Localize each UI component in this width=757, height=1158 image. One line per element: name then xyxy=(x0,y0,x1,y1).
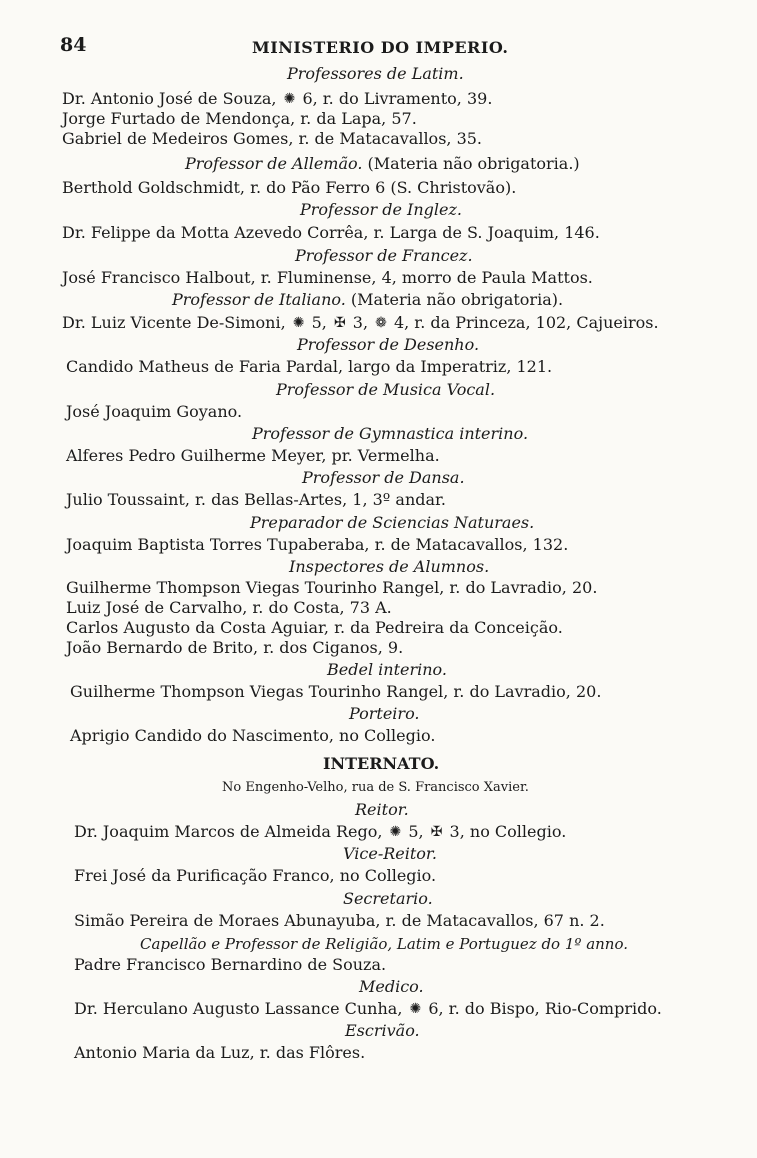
entry-tupaberaba: Joaquim Baptista Torres Tupaberaba, r. de Matacavallos, 132. xyxy=(66,535,569,554)
rose-insignia-icon: ❁ xyxy=(375,315,387,331)
entry-brito: João Bernardo de Brito, r. dos Ciganos, 9. xyxy=(66,638,404,657)
entry-rego xyxy=(74,822,566,842)
heading-latim: Professores de Latim. xyxy=(287,64,464,83)
entry-halbout: José Francisco Halbout, r. Fluminense, 4, morro de Paula Mattos. xyxy=(62,268,593,287)
heading-dansa: Professor de Dansa. xyxy=(302,468,465,487)
heading-desenho: Professor de Desenho. xyxy=(297,335,480,354)
heading-bedel: Bedel interino. xyxy=(327,660,447,679)
entry-souza xyxy=(62,89,492,109)
entry-text: 5, xyxy=(311,313,327,332)
heading-secretario: Secretario. xyxy=(343,889,433,908)
entry-luz: Antonio Maria da Luz, r. das Flôres. xyxy=(74,1043,366,1062)
entry-goyano: José Joaquim Goyano. xyxy=(66,402,243,421)
order-insignia-icon: ✺ xyxy=(292,315,305,331)
heading-vice-reitor: Vice-Reitor. xyxy=(343,844,437,863)
heading-italiano xyxy=(172,290,563,310)
entry-berthold: Berthold Goldschmidt, r. do Pão Ferro 6 (S. Christovão). xyxy=(62,178,517,197)
entry-frei: Frei José da Purificação Franco, no Collegio. xyxy=(74,866,437,885)
entry-felippe: Dr. Felippe da Motta Azevedo Corrêa, r. Larga de S. Joaquim, 146. xyxy=(62,223,600,242)
entry-gabriel: Gabriel de Medeiros Gomes, r. de Matacavallos, 35. xyxy=(62,129,483,148)
heading-reitor: Reitor. xyxy=(355,800,409,819)
entry-text: 3, no Collegio. xyxy=(449,822,567,841)
entry-lassance xyxy=(74,999,662,1019)
entry-aprigio: Aprigio Candido do Nascimento, no Collegio. xyxy=(70,726,436,745)
heading-text: Professor de Italiano. xyxy=(172,290,346,309)
entry-pardal: Candido Matheus de Faria Pardal, largo da Imperatriz, 121. xyxy=(66,357,553,376)
heading-allemao xyxy=(185,154,580,174)
cross-insignia-icon: ✠ xyxy=(430,824,443,840)
entry-text: 5, xyxy=(408,822,424,841)
entry-simoni xyxy=(62,313,659,333)
entry-text: 6, r. do Livramento, 39. xyxy=(302,89,493,108)
entry-text: Dr. Antonio José de Souza, xyxy=(62,89,277,108)
page-number: 84 xyxy=(60,34,87,56)
entry-aguiar: Carlos Augusto da Costa Aguiar, r. da Pedreira da Conceição. xyxy=(66,618,563,637)
heading-escrivao: Escrivão. xyxy=(345,1021,420,1040)
heading-medico: Medico. xyxy=(359,977,424,996)
entry-text: 6, r. do Bispo, Rio-Comprido. xyxy=(428,999,662,1018)
entry-thompson-bedel: Guilherme Thompson Viegas Tourinho Rangel, r. do Lavradio, 20. xyxy=(70,682,602,701)
order-insignia-icon: ✺ xyxy=(389,824,402,840)
entry-thompson: Guilherme Thompson Viegas Tourinho Rangel, r. do Lavradio, 20. xyxy=(66,578,598,597)
heading-gymnastica: Professor de Gymnastica interino. xyxy=(252,424,529,443)
entry-toussaint: Julio Toussaint, r. das Bellas-Artes, 1, 3º andar. xyxy=(66,490,447,509)
entry-meyer: Alferes Pedro Guilherme Meyer, pr. Vermelha. xyxy=(66,446,440,465)
heading-note: (Materia não obrigatoria.) xyxy=(367,154,580,173)
heading-inspectores: Inspectores de Alumnos. xyxy=(289,557,490,576)
heading-preparador: Preparador de Sciencias Naturaes. xyxy=(250,513,535,532)
heading-musica: Professor de Musica Vocal. xyxy=(276,380,496,399)
internato-address: No Engenho-Velho, rua de S. Francisco Xavier. xyxy=(222,780,529,795)
heading-text: Professor de Allemão. xyxy=(185,154,363,173)
heading-capellao: Capellão e Professor de Religião, Latim e Portuguez do 1º anno. xyxy=(140,935,629,953)
heading-francez: Professor de Francez. xyxy=(295,246,473,265)
heading-porteiro: Porteiro. xyxy=(349,704,420,723)
running-head: MINISTERIO DO IMPERIO. xyxy=(252,38,509,57)
entry-text: 3, xyxy=(352,313,369,332)
order-insignia-icon: ✺ xyxy=(283,91,296,107)
heading-inglez: Professor de Inglez. xyxy=(300,200,462,219)
entry-abunayuba: Simão Pereira de Moraes Abunayuba, r. de Matacavallos, 67 n. 2. xyxy=(74,911,605,930)
entry-text: 4, r. da Princeza, 102, Cajueiros. xyxy=(393,313,659,332)
cross-insignia-icon: ✠ xyxy=(333,315,346,331)
entry-furtado: Jorge Furtado de Mendonça, r. da Lapa, 57. xyxy=(62,109,417,128)
entry-text: Dr. Joaquim Marcos de Almeida Rego, xyxy=(74,822,383,841)
heading-note: (Materia não obrigatoria). xyxy=(350,290,564,309)
entry-padre: Padre Francisco Bernardino de Souza. xyxy=(74,955,387,974)
entry-text: Dr. Luiz Vicente De-Simoni, xyxy=(62,313,286,332)
order-insignia-icon: ✺ xyxy=(409,1001,422,1017)
entry-carvalho: Luiz José de Carvalho, r. do Costa, 73 A. xyxy=(66,598,392,617)
entry-text: Dr. Herculano Augusto Lassance Cunha, xyxy=(74,999,403,1018)
section-heading-internato: INTERNATO. xyxy=(323,754,440,773)
